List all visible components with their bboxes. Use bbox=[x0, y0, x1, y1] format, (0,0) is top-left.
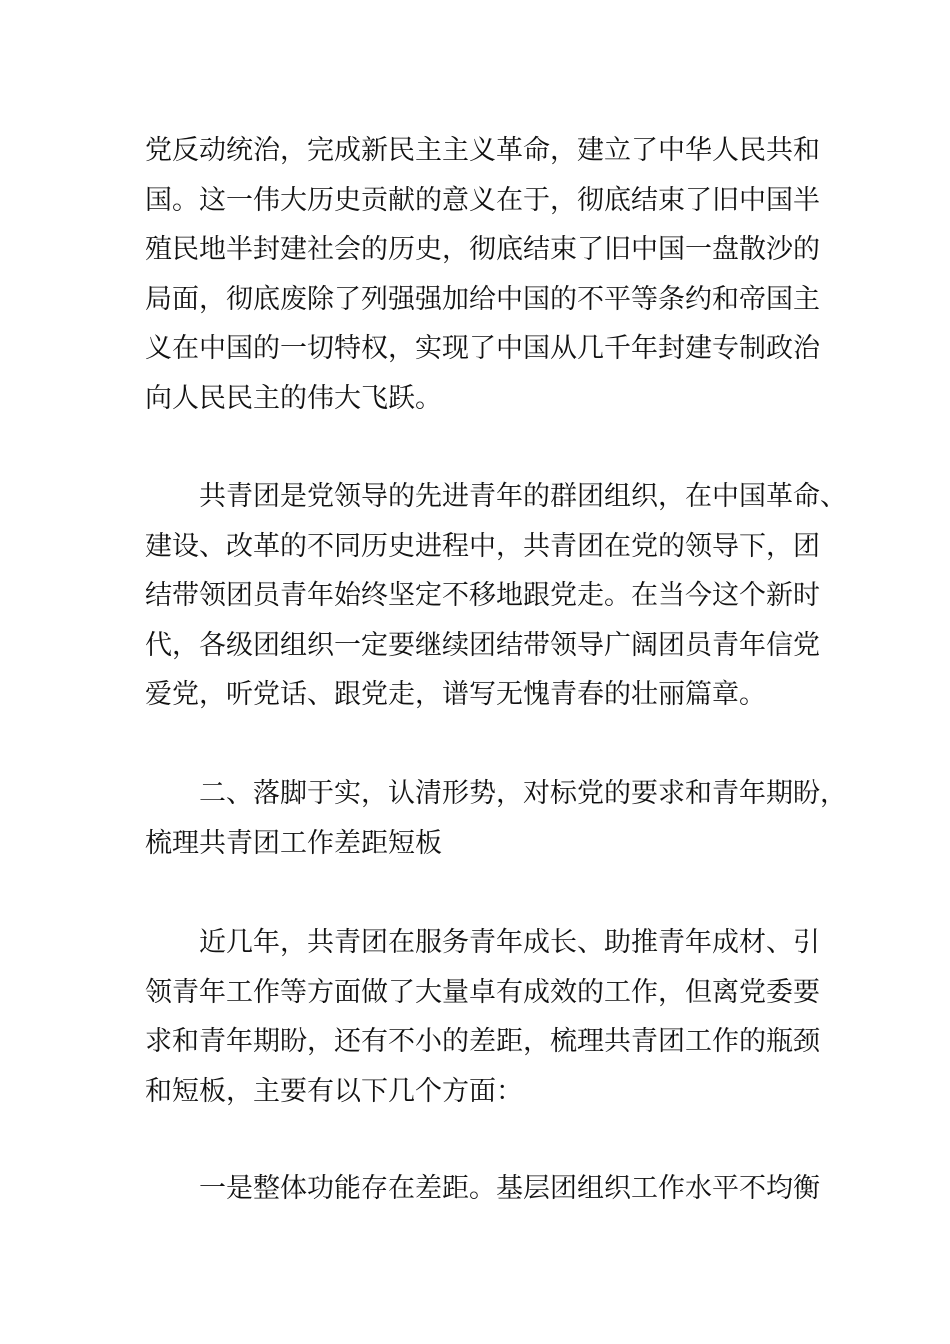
paragraph-3 bbox=[145, 918, 825, 1116]
text-line: 结带领团员青年始终坚定不移地跟党走。在当今这个新时 bbox=[145, 580, 820, 611]
text-line: 党反动统治，完成新民主主义革命，建立了中华人民共和 bbox=[145, 135, 820, 166]
heading-line: 二、落脚于实，认清形势，对标党的要求和青年期盼， bbox=[199, 778, 847, 809]
text-line: 爱党，听党话、跟党走，谱写无愧青春的壮丽篇章。 bbox=[145, 679, 766, 710]
text-line: 和短板，主要有以下几个方面： bbox=[145, 1075, 523, 1107]
paragraph-1 bbox=[145, 126, 825, 423]
text-line: 领青年工作等方面做了大量卓有成效的工作，但离党委要 bbox=[145, 976, 820, 1008]
text-line: 求和青年期盼，还有不小的差距，梳理共青团工作的瓶颈 bbox=[145, 1026, 820, 1057]
text-line: 一是整体功能存在差距。基层团组织工作水平不均衡 bbox=[199, 1173, 820, 1204]
text-line: 向人民民主的伟大飞跃。 bbox=[145, 382, 442, 414]
text-line: 共青团是党领导的先进青年的群团组织，在中国革命、 bbox=[199, 481, 847, 512]
text-line: 建设、改革的不同历史进程中，共青团在党的领导下，团 bbox=[145, 530, 820, 562]
text-line: 近几年，共青团在服务青年成长、助推青年成材、引 bbox=[199, 927, 820, 958]
text-line: 义在中国的一切特权，实现了中国从几千年封建专制政治 bbox=[145, 333, 820, 364]
heading-line: 梳理共青团工作差距短板 bbox=[145, 827, 442, 859]
text-line: 殖民地半封建社会的历史，彻底结束了旧中国一盘散沙的 bbox=[145, 234, 820, 265]
section-heading bbox=[145, 769, 847, 868]
text-line: 局面，彻底废除了列强强加给中国的不平等条约和帝国主 bbox=[145, 283, 820, 315]
text-line: 代，各级团组织一定要继续团结带领导广阔团员青年信党 bbox=[145, 629, 820, 661]
paragraph-2 bbox=[145, 472, 847, 720]
paragraph-4 bbox=[145, 1164, 825, 1214]
text-line: 国。这一伟大历史贡献的意义在于，彻底结束了旧中国半 bbox=[145, 184, 820, 216]
